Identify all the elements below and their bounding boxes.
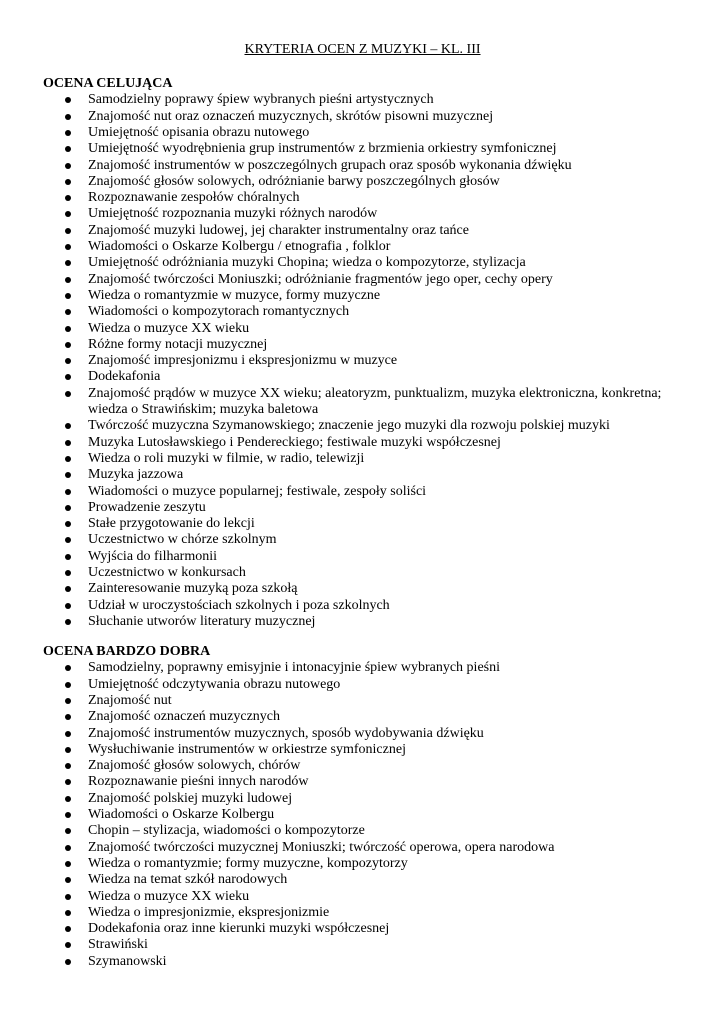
list-item-text: Strawiński	[88, 937, 148, 953]
bullet-icon	[65, 894, 71, 900]
list-item-text: Umiejętność odczytywania obrazu nutowego	[88, 676, 341, 692]
list-item	[43, 598, 683, 614]
list-item-text: Znajomość twórczości muzycznej Moniuszki; twórczość operowa, opera narodowa	[88, 839, 555, 855]
list-item-text: Wiedza o roli muzyki w filmie, w radio, telewizji	[88, 450, 365, 466]
list-item-text: Wiedza na temat szkół narodowych	[88, 872, 288, 888]
list-item	[43, 288, 683, 304]
list-item-text: Szymanowski	[88, 953, 167, 969]
list-item	[43, 255, 683, 271]
list-item-text: Wiadomości o Oskarze Kolbergu / etnografia , folklor	[88, 239, 391, 255]
list-item-text: Muzyka jazzowa	[88, 467, 184, 483]
bullet-icon	[65, 326, 71, 332]
list-item	[43, 758, 683, 774]
list-item-text: Samodzielny poprawy śpiew wybranych pieśni artystycznych	[88, 92, 434, 108]
list-item-text: Wiedza o muzyce XX wieku	[88, 888, 250, 904]
list-item	[43, 435, 683, 451]
bullet-icon	[65, 505, 71, 511]
bullet-icon	[65, 277, 71, 283]
list-item	[43, 581, 683, 597]
bullet-icon	[65, 440, 71, 446]
list-item	[43, 549, 683, 565]
list-item	[43, 921, 683, 937]
list-item-text: Prowadzenie zeszytu	[88, 499, 206, 515]
list-item	[43, 516, 683, 532]
bullet-icon	[65, 97, 71, 103]
bullet-icon	[65, 731, 71, 737]
list-item-text: Rozpoznawanie pieśni innych narodów	[88, 774, 309, 790]
bullet-icon	[65, 179, 71, 185]
list-item	[43, 206, 683, 222]
bullet-icon	[65, 260, 71, 266]
section-heading: OCENA BARDZO DOBRA	[43, 644, 211, 659]
list-item-text: Znajomość instrumentów w poszczególnych grupach oraz sposób wykonania dźwięku	[88, 157, 572, 173]
bullet-icon	[65, 603, 71, 609]
list-item	[43, 353, 683, 369]
list-item	[43, 889, 683, 905]
bullet-icon	[65, 293, 71, 299]
list-item	[43, 92, 683, 108]
list-item	[43, 791, 683, 807]
list-item-text: Słuchanie utworów literatury muzycznej	[88, 613, 316, 629]
list-item-text: Muzyka Lutosławskiego i Pendereckiego; festiwale muzyki współczesnej	[88, 434, 501, 450]
list-item-text: Wiedza o muzyce XX wieku	[88, 320, 250, 336]
bullet-icon	[65, 779, 71, 785]
bullet-icon	[65, 747, 71, 753]
list-item-text: Umiejętność rozpoznania muzyki różnych narodów	[88, 206, 378, 222]
list-item	[43, 125, 683, 141]
list-item-text: Twórczość muzyczna Szymanowskiego; znaczenie jego muzyki dla rozwoju polskiej muzyki	[88, 418, 610, 434]
list-item	[43, 937, 683, 953]
list-item	[43, 500, 683, 516]
list-item-text: Znajomość twórczości Moniuszki; odróżnianie fragmentów jego oper, cechy opery	[88, 271, 553, 287]
bullet-icon	[65, 391, 71, 397]
list-item	[43, 418, 683, 434]
bullet-icon	[65, 926, 71, 932]
bullet-icon	[65, 195, 71, 201]
section-heading: OCENA CELUJĄCA	[43, 76, 173, 91]
list-item	[43, 141, 683, 157]
list-item	[43, 223, 683, 239]
bullet-icon	[65, 489, 71, 495]
list-item	[43, 386, 683, 419]
list-item	[43, 190, 683, 206]
criteria-list	[43, 92, 683, 630]
list-item	[43, 304, 683, 320]
bullet-icon	[65, 586, 71, 592]
list-item-text: Udział w uroczystościach szkolnych i poza szkolnych	[88, 597, 390, 613]
bullet-icon	[65, 619, 71, 625]
criteria-list	[43, 660, 683, 970]
bullet-icon	[65, 374, 71, 380]
bullet-icon	[65, 828, 71, 834]
list-item	[43, 954, 683, 970]
list-item-text: Samodzielny, poprawny emisyjnie i intonacyjnie śpiew wybranych pieśni	[88, 660, 501, 676]
list-item-text: Uczestnictwo w chórze szkolnym	[88, 532, 277, 548]
list-item	[43, 807, 683, 823]
list-item-text: Znajomość oznaczeń muzycznych	[88, 709, 281, 725]
bullet-icon	[65, 211, 71, 217]
list-item-text: Wiadomości o kompozytorach romantycznych	[88, 304, 350, 320]
document-title: KRYTERIA OCEN Z MUZYKI – KL. III	[244, 42, 481, 57]
list-item-text: Wiedza o romantyzmie; formy muzyczne, kompozytorzy	[88, 855, 408, 871]
bullet-icon	[65, 861, 71, 867]
bullet-icon	[65, 309, 71, 315]
list-item-text: Chopin – stylizacja, wiadomości o kompozytorze	[88, 823, 365, 839]
list-item-text: Umiejętność odróżniania muzyki Chopina; wiedza o kompozytorze, stylizacja	[88, 255, 526, 271]
list-item-text: Wysłuchiwanie instrumentów w orkiestrze symfonicznej	[88, 741, 406, 757]
bullet-icon	[65, 877, 71, 883]
list-item	[43, 872, 683, 888]
bullet-icon	[65, 942, 71, 948]
bullet-icon	[65, 714, 71, 720]
list-item-text: Znajomość nut	[88, 693, 172, 708]
list-item	[43, 693, 683, 709]
list-item	[43, 565, 683, 581]
list-item-text: Dodekafonia	[88, 369, 161, 385]
list-item-text: Znajomość polskiej muzyki ludowej	[88, 790, 293, 806]
bullet-icon	[65, 812, 71, 818]
bullet-icon	[65, 763, 71, 769]
bullet-icon	[65, 910, 71, 916]
list-item	[43, 532, 683, 548]
list-item-text: Znajomość impresjonizmu i ekspresjonizmu w muzyce	[88, 353, 398, 369]
list-item	[43, 109, 683, 125]
list-item-text: Dodekafonia oraz inne kierunki muzyki współczesnej	[88, 921, 390, 937]
list-item-text: Umiejętność wyodrębnienia grup instrumentów z brzmienia orkiestry symfonicznej	[88, 141, 557, 157]
bullet-icon	[65, 114, 71, 120]
list-item	[43, 614, 683, 630]
bullet-icon	[65, 146, 71, 152]
list-item-text: Wiedza o romantyzmie w muzyce, formy muzyczne	[88, 287, 381, 303]
list-item	[43, 726, 683, 742]
list-item	[43, 840, 683, 856]
list-item-text: Znajomość głosów solowych, odróżnianie barwy poszczególnych głosów	[88, 173, 500, 189]
bullet-icon	[65, 423, 71, 429]
list-item	[43, 467, 683, 483]
bullet-icon	[65, 959, 71, 965]
list-item	[43, 484, 683, 500]
list-item-text: Stałe przygotowanie do lekcji	[88, 516, 255, 532]
list-item-text: Umiejętność opisania obrazu nutowego	[88, 125, 310, 140]
bullet-icon	[65, 342, 71, 348]
bullet-icon	[65, 244, 71, 250]
list-item	[43, 905, 683, 921]
bullet-icon	[65, 845, 71, 851]
bullet-icon	[65, 570, 71, 576]
section-ocena-celujaca	[43, 76, 683, 630]
list-item-text: Wiedza o impresjonizmie, ekspresjonizmie	[88, 904, 330, 920]
list-item-text: Znajomość muzyki ludowej, jej charakter instrumentalny oraz tańce	[88, 222, 469, 238]
list-item-text: Znajomość prądów w muzyce XX wieku; aleatoryzm, punktualizm, muzyka elektroniczna, konkretna; wiedza o Strawińskim; muzyka baletowa	[88, 385, 662, 418]
bullet-icon	[65, 537, 71, 543]
bullet-icon	[65, 698, 71, 704]
list-item	[43, 856, 683, 872]
list-item-text: Wiadomości o muzyce popularnej; festiwale, zespoły soliści	[88, 483, 427, 499]
list-item	[43, 660, 683, 676]
list-item-text: Zainteresowanie muzyką poza szkołą	[88, 581, 298, 597]
list-item	[43, 774, 683, 790]
list-item	[43, 337, 683, 353]
list-item	[43, 709, 683, 725]
list-item	[43, 677, 683, 693]
list-item-text: Różne formy notacji muzycznej	[88, 336, 268, 352]
list-item-text: Wyjścia do filharmonii	[88, 548, 218, 564]
list-item	[43, 272, 683, 288]
bullet-icon	[65, 472, 71, 478]
bullet-icon	[65, 796, 71, 802]
list-item-text: Znajomość głosów solowych, chórów	[88, 758, 301, 774]
list-item-text: Wiadomości o Oskarze Kolbergu	[88, 807, 275, 823]
list-item	[43, 158, 683, 174]
list-item	[43, 369, 683, 385]
list-item	[43, 239, 683, 255]
bullet-icon	[65, 228, 71, 234]
list-item	[43, 451, 683, 467]
bullet-icon	[65, 163, 71, 169]
bullet-icon	[65, 554, 71, 560]
bullet-icon	[65, 521, 71, 527]
list-item	[43, 823, 683, 839]
bullet-icon	[65, 665, 71, 671]
list-item-text: Znajomość instrumentów muzycznych, sposób wydobywania dźwięku	[88, 725, 484, 741]
bullet-icon	[65, 130, 71, 136]
section-ocena-bardzo-dobra	[43, 644, 683, 970]
bullet-icon	[65, 358, 71, 364]
bullet-icon	[65, 456, 71, 462]
list-item	[43, 321, 683, 337]
list-item	[43, 174, 683, 190]
list-item	[43, 742, 683, 758]
bullet-icon	[65, 682, 71, 688]
list-item-text: Rozpoznawanie zespołów chóralnych	[88, 190, 300, 206]
list-item-text: Uczestnictwo w konkursach	[88, 565, 246, 581]
list-item-text: Znajomość nut oraz oznaczeń muzycznych, skrótów pisowni muzycznej	[88, 108, 494, 124]
